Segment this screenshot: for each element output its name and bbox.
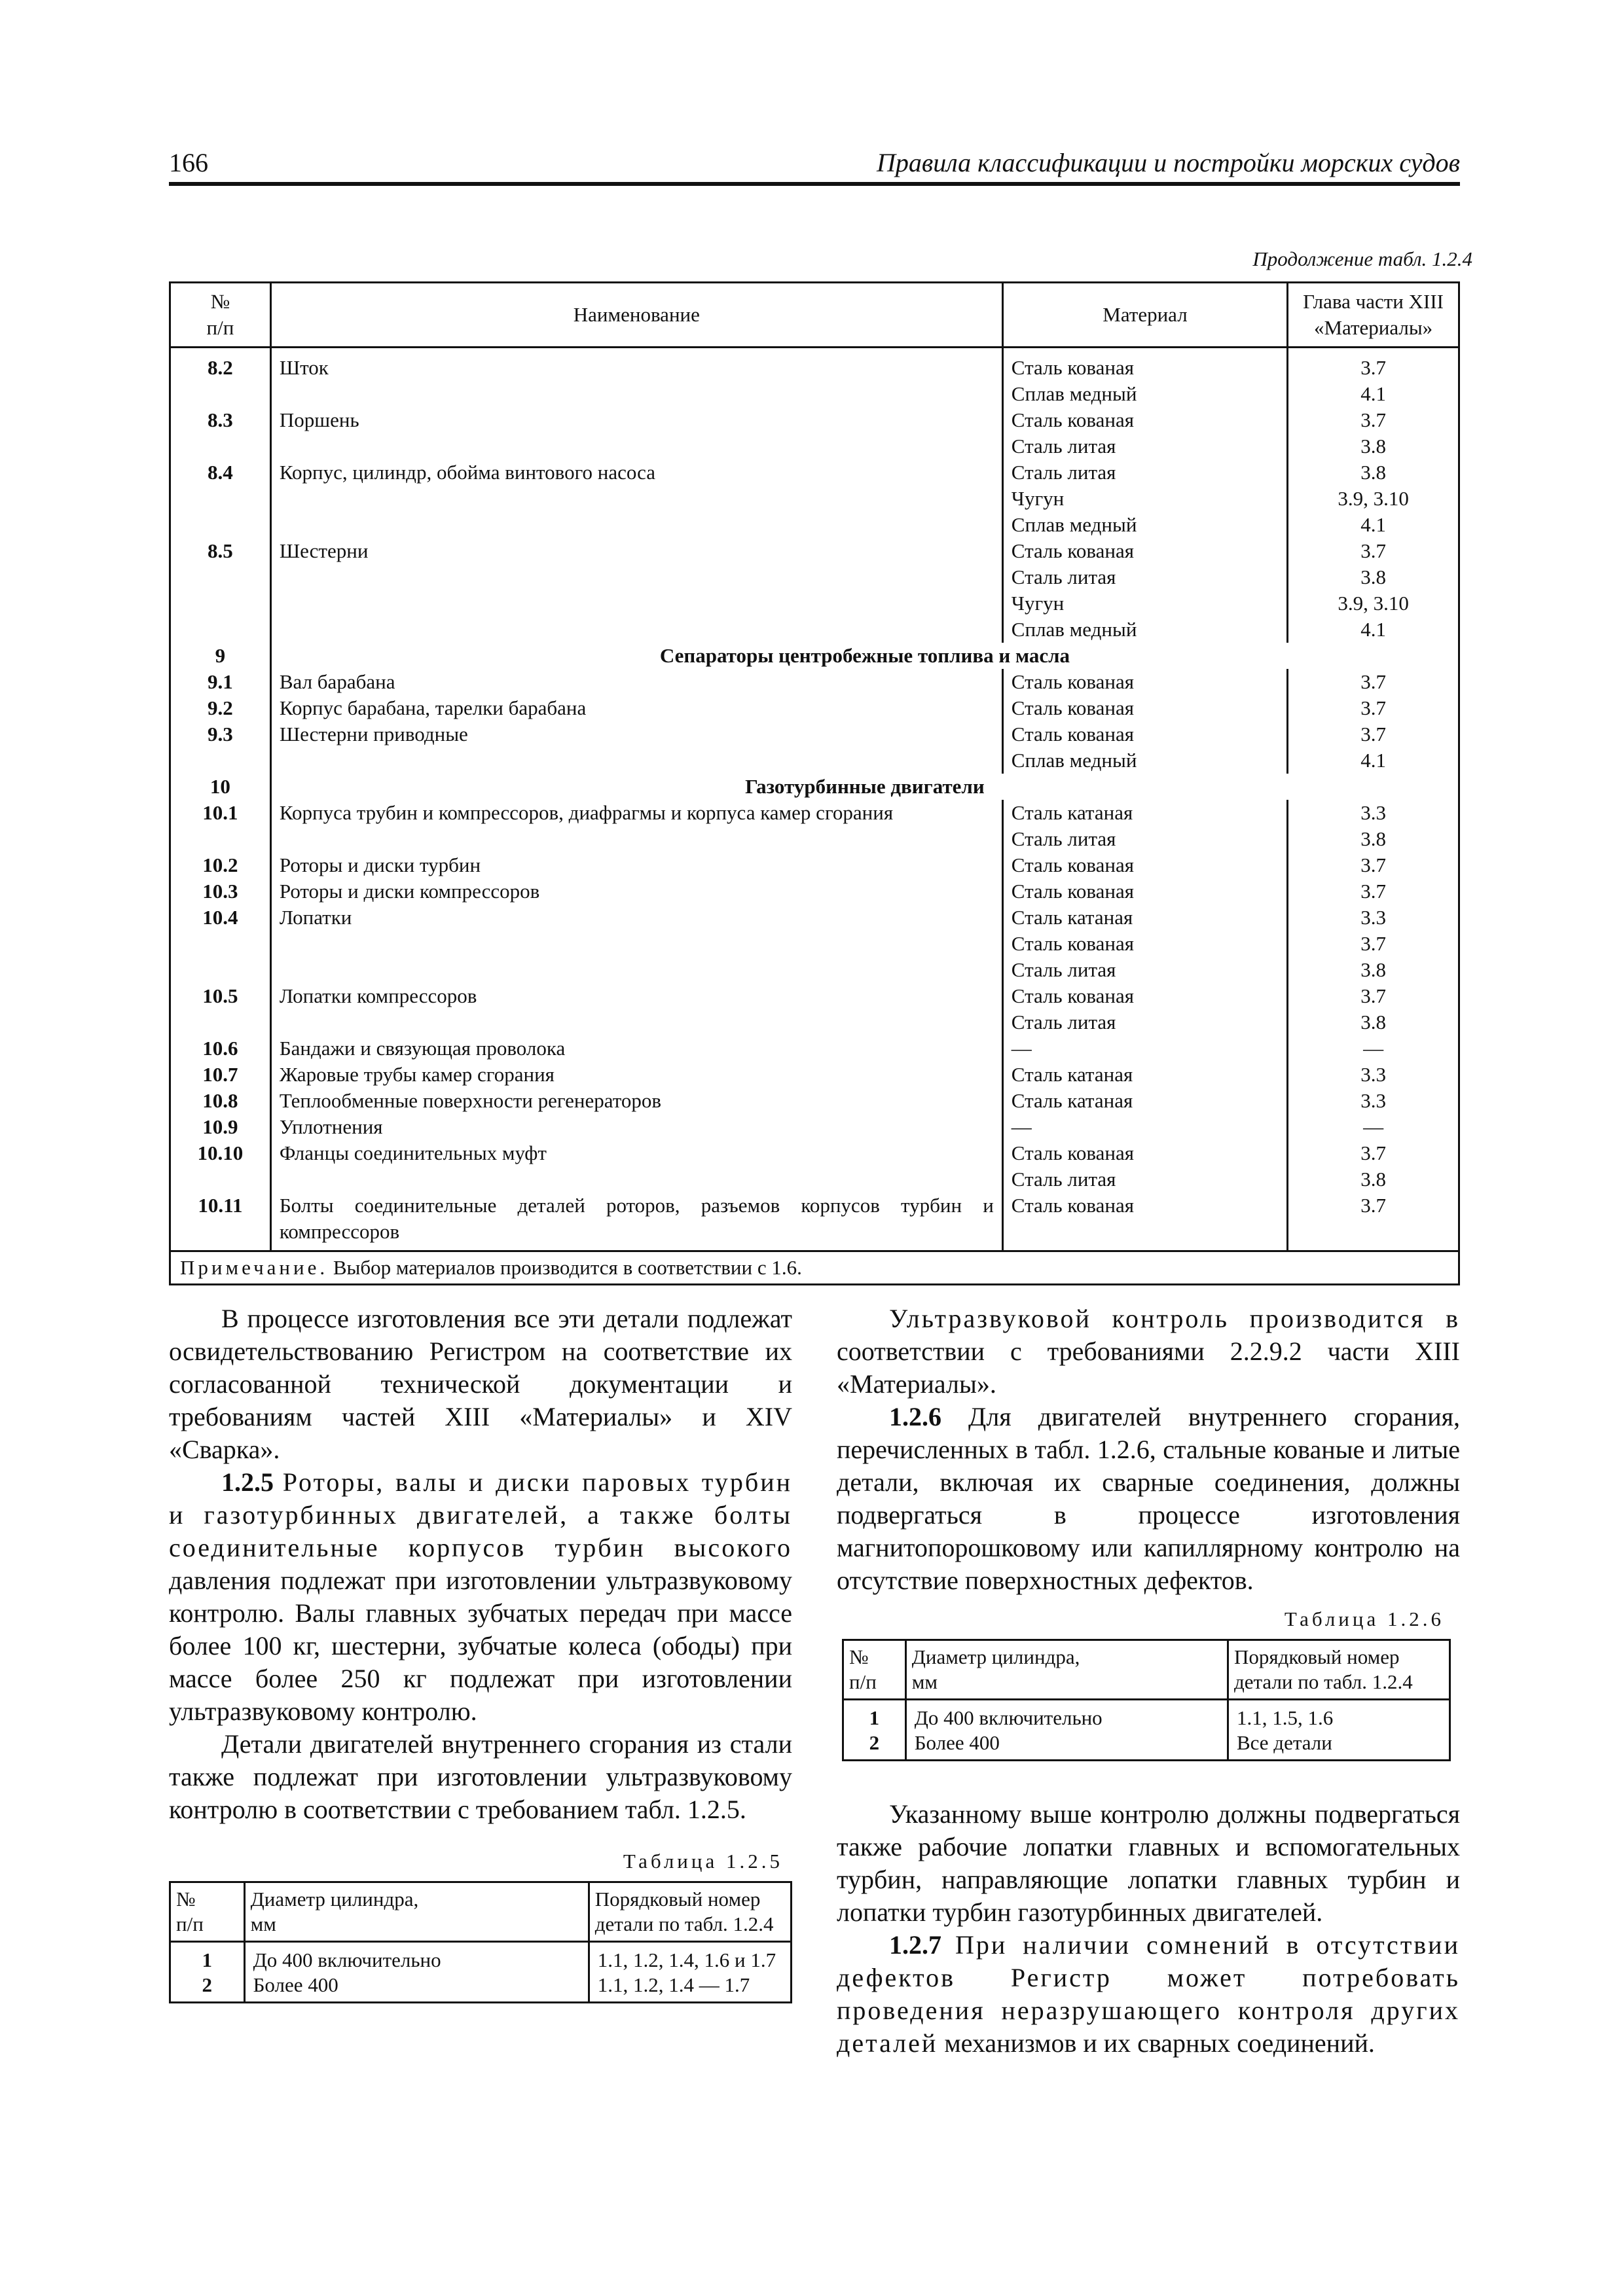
- table-header-row: [170, 283, 1459, 348]
- cell-chapter: 3.8: [1288, 826, 1459, 852]
- materials-table: [169, 281, 1460, 1285]
- table-row: [170, 486, 1459, 512]
- cell-num: 10.10: [170, 1140, 271, 1166]
- header-num: [170, 1882, 245, 1942]
- paragraph: [837, 1302, 1460, 1401]
- paragraph-text: механизмов и их сварных соединений.: [944, 2028, 1375, 2058]
- cell-num: 10: [170, 774, 271, 800]
- cell-num: 10.11: [170, 1193, 271, 1251]
- cell-name: [270, 826, 1002, 852]
- cell-material: Сталь литая: [1002, 433, 1287, 459]
- paragraph-1-2-5: [169, 1466, 792, 1728]
- cell-name: [270, 486, 1002, 512]
- cell-name: [270, 1166, 1002, 1193]
- cell-chapter: 3.3: [1288, 1088, 1459, 1114]
- cell-material: Сталь литая: [1002, 957, 1287, 983]
- table-row: [170, 643, 1459, 669]
- header-diameter-line2: мм: [911, 1670, 938, 1693]
- page-number: 166: [169, 148, 208, 177]
- cell-num: 10.9: [170, 1114, 271, 1140]
- cell-name: [270, 747, 1002, 774]
- cell-material: Сталь кованая: [1002, 695, 1287, 721]
- cell-name: [270, 433, 1002, 459]
- table-row: [170, 433, 1459, 459]
- right-column: [837, 1302, 1460, 2060]
- header-chapter-line2: «Материалы»: [1313, 316, 1433, 339]
- cell-name: [270, 590, 1002, 617]
- cell-name: Корпуса трубин и компрессоров, диафрагмы и корпуса камер сгорания: [270, 800, 1002, 826]
- cell-name: Теплообменные поверхности регенераторов: [270, 1088, 1002, 1114]
- table-row: [170, 747, 1459, 774]
- header-parts-line2: детали по табл. 1.2.4: [594, 1912, 774, 1935]
- table-row: [170, 669, 1459, 695]
- table-header-row: [843, 1640, 1450, 1700]
- table-row: [170, 695, 1459, 721]
- cell-num: 9.1: [170, 669, 271, 695]
- table-row: [170, 1193, 1459, 1251]
- cell-num: 9.3: [170, 721, 271, 747]
- table-row: [170, 905, 1459, 931]
- table-row: [170, 1114, 1459, 1140]
- cell-chapter: 4.1: [1288, 617, 1459, 643]
- cell-chapter: 3.7: [1288, 878, 1459, 905]
- header-num: [170, 283, 271, 348]
- cell-name: Жаровые трубы камер сгорания: [270, 1062, 1002, 1088]
- cell-name: Шестерни приводные: [270, 721, 1002, 747]
- header-diameter: [244, 1882, 589, 1942]
- header-parts-line2: детали по табл. 1.2.4: [1233, 1670, 1413, 1693]
- running-title: Правила классификации и постройки морских судов: [876, 148, 1460, 177]
- table-row: [170, 1973, 792, 2003]
- cell-num: 2: [843, 1731, 906, 1761]
- table-row: [170, 564, 1459, 590]
- header-diameter-line2: мм: [250, 1912, 276, 1935]
- cell-material: Сталь катаная: [1002, 800, 1287, 826]
- cell-chapter: 3.8: [1288, 459, 1459, 486]
- cell-num: 10.4: [170, 905, 271, 931]
- cell-chapter: 3.7: [1288, 669, 1459, 695]
- cell-material: Сплав медный: [1002, 381, 1287, 407]
- cell-name: Лопатки компрессоров: [270, 983, 1002, 1009]
- header-num-line2: п/п: [206, 316, 234, 339]
- cell-name: Лопатки: [270, 905, 1002, 931]
- table-row: [170, 512, 1459, 538]
- cell-num: 10.6: [170, 1035, 271, 1062]
- table-row: [170, 800, 1459, 826]
- cell-parts: 1.1, 1.2, 1.4 — 1.7: [589, 1973, 791, 2003]
- header-parts: [589, 1882, 791, 1942]
- header-diameter-line1: Диаметр цилиндра,: [911, 1645, 1080, 1668]
- cell-material: Сталь литая: [1002, 1166, 1287, 1193]
- header-parts-line1: Порядковый номер: [594, 1888, 761, 1910]
- cell-num: [170, 826, 271, 852]
- cell-chapter: 3.8: [1288, 1009, 1459, 1035]
- table-row: [170, 459, 1459, 486]
- table-row: [170, 1942, 792, 1973]
- cell-num: 9.2: [170, 695, 271, 721]
- header-parts: [1228, 1640, 1450, 1700]
- cell-num: [170, 617, 271, 643]
- header-chapter: [1288, 283, 1459, 348]
- section-title: Сепараторы центробежные топлива и масла: [270, 643, 1459, 669]
- materials-table-body: [170, 348, 1459, 1251]
- paragraph-text: давления подлежат при изготовлении ультразвуковому контролю. Валы главных зубчатых передач при массе более 100 кг, шестерни, зубчатые колеса (ободы) при массе более 250 кг подлежат при изготовлении ультразвуковому контролю.: [169, 1566, 792, 1726]
- cell-num: [170, 931, 271, 957]
- cell-name: Шестерни: [270, 538, 1002, 564]
- cell-name: Поршень: [270, 407, 1002, 433]
- cell-chapter: 3.7: [1288, 407, 1459, 433]
- table-caption: Таблица 1.2.6: [1284, 1607, 1444, 1630]
- cell-chapter: 3.7: [1288, 1140, 1459, 1166]
- cell-num: 10.8: [170, 1088, 271, 1114]
- note-text: Выбор материалов производится в соответствии с 1.6.: [333, 1256, 802, 1279]
- cell-material: Сплав медный: [1002, 617, 1287, 643]
- cell-name: Уплотнения: [270, 1114, 1002, 1140]
- cell-name: [270, 617, 1002, 643]
- table-row: [170, 826, 1459, 852]
- cell-material: Сталь кованая: [1002, 721, 1287, 747]
- cell-chapter: —: [1288, 1114, 1459, 1140]
- cell-chapter: 3.8: [1288, 433, 1459, 459]
- table-row: [170, 381, 1459, 407]
- cell-diameter: До 400 включительно: [905, 1700, 1228, 1731]
- paragraph-text: соответствии с требованиями 2.2.9.2 части XIII «Материалы».: [837, 1336, 1460, 1399]
- table-header-row: [170, 1882, 792, 1942]
- paragraph: Указанному выше контролю должны подвергаться также рабочие лопатки главных и вспомогательных турбин, направляющие лопатки главных турбин и лопатки турбин газотурбинных двигателей.: [837, 1799, 1460, 1927]
- table-note-row: [170, 1251, 1459, 1285]
- table-row: [170, 852, 1459, 878]
- table-row: [170, 721, 1459, 747]
- cell-num: 10.5: [170, 983, 271, 1009]
- cell-chapter: 3.7: [1288, 1193, 1459, 1251]
- table-row: [843, 1731, 1450, 1761]
- cell-num: [170, 957, 271, 983]
- cell-material: —: [1002, 1035, 1287, 1062]
- cell-chapter: —: [1288, 1035, 1459, 1062]
- table-note: [170, 1251, 1459, 1285]
- cell-name: Бандажи и связующая проволока: [270, 1035, 1002, 1062]
- cell-diameter: Более 400: [905, 1731, 1228, 1761]
- cell-name: [270, 957, 1002, 983]
- header-num-line1: №: [849, 1645, 869, 1668]
- cell-name: Фланцы соединительных муфт: [270, 1140, 1002, 1166]
- cell-material: Сталь кованая: [1002, 1140, 1287, 1166]
- cell-num: 1: [843, 1700, 906, 1731]
- cell-material: Сталь литая: [1002, 826, 1287, 852]
- cell-num: [170, 381, 271, 407]
- header-parts-line1: Порядковый номер: [1233, 1645, 1400, 1668]
- cell-num: 2: [170, 1973, 245, 2003]
- cell-material: Сталь кованая: [1002, 669, 1287, 695]
- cell-material: Сталь кованая: [1002, 852, 1287, 878]
- cell-chapter: 3.8: [1288, 564, 1459, 590]
- header-num-line2: п/п: [176, 1912, 204, 1935]
- table-row: [170, 1035, 1459, 1062]
- header-name: Наименование: [270, 283, 1002, 348]
- cell-chapter: 3.7: [1288, 983, 1459, 1009]
- cell-num: [170, 590, 271, 617]
- cell-chapter: 3.8: [1288, 957, 1459, 983]
- clause-number: 1.2.6: [889, 1402, 941, 1431]
- paragraph: Детали двигателей внутреннего сгорания из стали также подлежат при изготовлении ультразвуковому контролю в соответствии с требованием табл. 1.2.5.: [169, 1729, 792, 1824]
- cell-parts: Все детали: [1228, 1731, 1450, 1761]
- cell-chapter: 3.7: [1288, 695, 1459, 721]
- cell-num: 8.4: [170, 459, 271, 486]
- cell-name: Болты соединительные деталей роторов, разъемов корпусов турбин и компрессоров: [270, 1193, 1002, 1251]
- left-column: [169, 1302, 792, 2003]
- table-row: [170, 774, 1459, 800]
- header-num: [843, 1640, 906, 1700]
- header-diameter: [905, 1640, 1228, 1700]
- page-header: [169, 144, 1460, 186]
- table-row: [170, 407, 1459, 433]
- header-num-line1: №: [210, 290, 230, 313]
- cell-material: Сталь кованая: [1002, 348, 1287, 382]
- table-row: [170, 1166, 1459, 1193]
- cell-num: [170, 512, 271, 538]
- cell-num: 10.2: [170, 852, 271, 878]
- cell-num: 10.1: [170, 800, 271, 826]
- table-row: [170, 617, 1459, 643]
- paragraph-text: Для двигателей внутреннего сгорания, перечисленных в табл. 1.2.6, стальные кованые и литые детали, включая их сварные соединения, должны подвергаться в процессе изготовления магнитопорошковому или капиллярному контролю на отсутствие поверхностных дефектов.: [837, 1402, 1461, 1595]
- cell-num: 9: [170, 643, 271, 669]
- cell-material: Сталь катаная: [1002, 1062, 1287, 1088]
- cell-num: 1: [170, 1942, 245, 1973]
- cell-chapter: 3.8: [1288, 1166, 1459, 1193]
- cell-num: [170, 433, 271, 459]
- cell-material: Сталь литая: [1002, 564, 1287, 590]
- cell-material: Сталь кованая: [1002, 538, 1287, 564]
- table-caption: Таблица 1.2.5: [623, 1850, 783, 1873]
- clause-number: 1.2.7: [889, 1930, 941, 1960]
- cell-num: [170, 486, 271, 512]
- cell-chapter: 3.3: [1288, 800, 1459, 826]
- cell-material: Сталь кованая: [1002, 931, 1287, 957]
- table-row: [170, 1062, 1459, 1088]
- cell-num: 8.5: [170, 538, 271, 564]
- cell-name: [270, 512, 1002, 538]
- cell-parts: 1.1, 1.5, 1.6: [1228, 1700, 1450, 1731]
- cell-material: Сталь кованая: [1002, 878, 1287, 905]
- cell-name: [270, 931, 1002, 957]
- table-row: [170, 983, 1459, 1009]
- cell-chapter: 3.7: [1288, 931, 1459, 957]
- cell-material: Сталь кованая: [1002, 407, 1287, 433]
- cell-material: Сплав медный: [1002, 747, 1287, 774]
- paragraph: В процессе изготовления все эти детали подлежат освидетельствованию Регистром на соответствие их согласованной технической документации и требованиям частей XIII «Материалы» и XIV «Сварка».: [169, 1304, 792, 1464]
- cell-chapter: 3.7: [1288, 538, 1459, 564]
- table-row: [170, 1088, 1459, 1114]
- cell-chapter: 3.9, 3.10: [1288, 486, 1459, 512]
- cell-num: [170, 564, 271, 590]
- cell-chapter: 3.7: [1288, 721, 1459, 747]
- cell-diameter: До 400 включительно: [244, 1942, 589, 1973]
- table-row: [170, 1009, 1459, 1035]
- cell-diameter: Более 400: [244, 1973, 589, 2003]
- clause-number: 1.2.5: [221, 1467, 274, 1497]
- table-row: [170, 1140, 1459, 1166]
- cell-material: Сталь катаная: [1002, 1088, 1287, 1114]
- cell-chapter: 3.9, 3.10: [1288, 590, 1459, 617]
- table-1-2-5: [169, 1881, 792, 2003]
- cell-chapter: 3.7: [1288, 348, 1459, 382]
- cell-name: Шток: [270, 348, 1002, 382]
- table-row: [170, 931, 1459, 957]
- cell-name: Роторы и диски компрессоров: [270, 878, 1002, 905]
- cell-name: [270, 381, 1002, 407]
- cell-chapter: 3.7: [1288, 852, 1459, 878]
- cell-material: Сталь катаная: [1002, 905, 1287, 931]
- cell-chapter: 4.1: [1288, 381, 1459, 407]
- paragraph-1-2-7: [837, 1929, 1460, 2060]
- cell-name: Корпус барабана, тарелки барабана: [270, 695, 1002, 721]
- cell-num: 8.2: [170, 348, 271, 382]
- header-material: Материал: [1002, 283, 1287, 348]
- paragraph-1-2-6: [837, 1401, 1460, 1597]
- cell-parts: 1.1, 1.2, 1.4, 1.6 и 1.7: [589, 1942, 791, 1973]
- cell-name: Роторы и диски турбин: [270, 852, 1002, 878]
- note-label: Примечание.: [180, 1256, 329, 1279]
- header-num-line1: №: [176, 1888, 196, 1910]
- cell-chapter: 4.1: [1288, 747, 1459, 774]
- header-num-line2: п/п: [849, 1670, 877, 1693]
- table-row: [170, 878, 1459, 905]
- cell-num: [170, 1166, 271, 1193]
- cell-material: —: [1002, 1114, 1287, 1140]
- cell-chapter: 3.3: [1288, 1062, 1459, 1088]
- table-row: [170, 590, 1459, 617]
- paragraph-text-spaced: Роторы, валы и диски паровых турбин и газотурбинных двигателей, а также болты соединительные корпусов турбин высокого: [169, 1467, 793, 1562]
- cell-name: Корпус, цилиндр, обойма винтового насоса: [270, 459, 1002, 486]
- cell-material: Чугун: [1002, 590, 1287, 617]
- cell-name: [270, 564, 1002, 590]
- cell-num: 10.3: [170, 878, 271, 905]
- cell-material: Сталь литая: [1002, 1009, 1287, 1035]
- cell-chapter: 3.3: [1288, 905, 1459, 931]
- cell-material: Сталь литая: [1002, 459, 1287, 486]
- paragraph-text-spaced: При наличии сомнений в отсутствии дефектов Регистр может потребовать проведения неразрушающего контроля других деталей: [837, 1930, 1460, 2058]
- table-1-2-6: [842, 1639, 1451, 1761]
- header-chapter-line1: Глава части XIII: [1303, 290, 1444, 313]
- table-row: [170, 957, 1459, 983]
- table-row: [843, 1700, 1450, 1731]
- cell-material: Сталь кованая: [1002, 1193, 1287, 1251]
- cell-num: 8.3: [170, 407, 271, 433]
- cell-material: Сплав медный: [1002, 512, 1287, 538]
- table-continuation-caption: Продолжение табл. 1.2.4: [1252, 247, 1472, 270]
- cell-num: [170, 747, 271, 774]
- cell-name: [270, 1009, 1002, 1035]
- cell-name: Вал барабана: [270, 669, 1002, 695]
- section-title: Газотурбинные двигатели: [270, 774, 1459, 800]
- paragraph-text-spaced: Ультразвуковой контроль производится в: [889, 1304, 1460, 1333]
- header-diameter-line1: Диаметр цилиндра,: [250, 1888, 419, 1910]
- table-row: [170, 538, 1459, 564]
- cell-material: Сталь кованая: [1002, 983, 1287, 1009]
- cell-chapter: 4.1: [1288, 512, 1459, 538]
- cell-num: 10.7: [170, 1062, 271, 1088]
- table-row: [170, 348, 1459, 382]
- cell-num: [170, 1009, 271, 1035]
- cell-material: Чугун: [1002, 486, 1287, 512]
